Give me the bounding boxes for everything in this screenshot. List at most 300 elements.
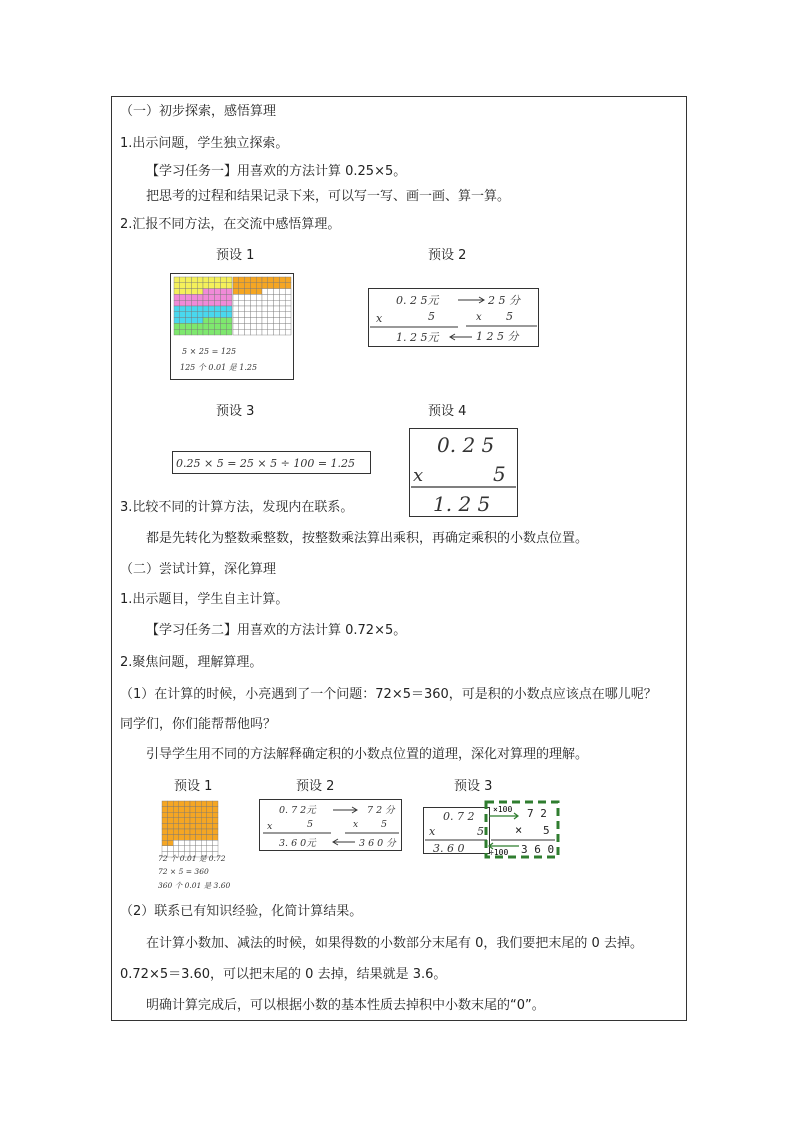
s1-grid-b-cell [233, 329, 239, 335]
s1-grid-b-cell [245, 329, 251, 335]
s1-grid-b-cell [256, 289, 262, 295]
s1-grid-a-cell [220, 294, 226, 300]
s2-grid-cell [179, 840, 185, 846]
s2-grid-cell [179, 818, 185, 824]
s1-grid-b-cell [285, 306, 291, 312]
s1-grid-b-cell [256, 277, 262, 283]
s1-grid-b-cell [233, 277, 239, 283]
s2-grid-cell [207, 840, 213, 846]
s1-grid-b-cell [268, 283, 274, 289]
s1-grid-b-cell [279, 283, 285, 289]
s1-grid-b-cell [233, 312, 239, 318]
s2-grid-cell [184, 840, 190, 846]
s2-grid-cell [162, 812, 168, 818]
s1-grid-b-cell [239, 294, 245, 300]
section2-step1: 1.出示题目，学生自主计算。 [120, 592, 289, 607]
s1-grid-a-cell [203, 283, 209, 289]
s2-grid-cell [173, 846, 179, 852]
s1p4-mult: 5 [493, 462, 506, 486]
s1-grid-b-cell [274, 294, 280, 300]
s1-grid-a-cell [174, 294, 180, 300]
s1-grid-a-cell [215, 318, 221, 324]
s1p1-line2: 125 个 0.01 是 1.25 [180, 363, 258, 372]
s1-grid-b-cell [268, 329, 274, 335]
s1-grid-a-cell [220, 323, 226, 329]
s1p2-left-bottom: 1. 2 5元 [396, 331, 439, 344]
s1-grid-b-cell [250, 318, 256, 324]
question2-line2: 0.72×5＝3.60，可以把末尾的 0 去掉，结果就是 3.6。 [120, 967, 447, 982]
s1-grid-b-cell [245, 277, 251, 283]
s2-preset3-label: 预设 3 [454, 779, 493, 794]
s1-grid-a-cell [174, 300, 180, 306]
s1-grid-a-cell [209, 300, 215, 306]
s1p2-left-top: 0. 2 5元 [396, 294, 439, 307]
s2-grid-cell [168, 846, 174, 852]
s1-grid-a-cell [209, 283, 215, 289]
s2p2-left-bottom: 3. 6 0元 [279, 838, 316, 849]
s1-grid-a-cell [220, 300, 226, 306]
s1-grid-a-cell [174, 283, 180, 289]
s2-preset1-label: 预设 1 [174, 779, 213, 794]
s1-grid-b-cell [279, 318, 285, 324]
s1-grid-b-cell [268, 306, 274, 312]
s2-grid-cell [162, 846, 168, 852]
s1-grid-b-cell [250, 277, 256, 283]
s1-grid-b-cell [268, 312, 274, 318]
s1-grid-b-cell [245, 323, 251, 329]
s2-preset1-figure [156, 799, 246, 895]
s1-grid-a-cell [203, 306, 209, 312]
s1-preset3-figure [172, 451, 371, 475]
s2-grid-cell [184, 807, 190, 813]
s1-grid-a-cell [180, 300, 186, 306]
s2-grid-cell [179, 812, 185, 818]
s1-grid-a-cell [203, 277, 209, 283]
s2-grid-cell [201, 829, 207, 835]
s1-grid-a-cell [226, 329, 232, 335]
s1-grid-b-cell [274, 300, 280, 306]
s1-grid-b-cell [256, 312, 262, 318]
s1-grid-b-cell [262, 312, 268, 318]
s1-grid-a-cell [186, 312, 192, 318]
section2-conclusion: 明确计算完成后，可以根据小数的基本性质去掉积中小数末尾的“0”。 [146, 998, 545, 1013]
s1-grid-a-cell [180, 312, 186, 318]
s2-grid-cell [168, 835, 174, 841]
s2-grid-cell [212, 823, 218, 829]
s1-grid-a-cell [197, 312, 203, 318]
s2p2-right-bottom: 3 6 0 分 [359, 838, 396, 849]
s2-preset2-figure [259, 799, 402, 852]
s1-grid-a-cell [203, 318, 209, 324]
s2-grid-cell [212, 801, 218, 807]
s2p1-line2: 72 × 5 = 360 [158, 867, 209, 876]
s1-grid-a-cell [203, 294, 209, 300]
s1-grid-b-cell [285, 294, 291, 300]
s1-grid-a-cell [191, 283, 197, 289]
s2-grid-cell [212, 818, 218, 824]
s2-grid-cell [184, 823, 190, 829]
s1-grid-b-cell [239, 300, 245, 306]
s1-grid-b-cell [279, 306, 285, 312]
s2-grid-cell [184, 846, 190, 852]
s2-grid-cell [201, 812, 207, 818]
question2-line1: 在计算小数加、减法的时候，如果得数的小数部分末尾有 0，我们要把末尾的 0 去掉。 [146, 936, 643, 951]
s1-grid-b-cell [285, 323, 291, 329]
s1-grid-a-cell [226, 289, 232, 295]
s2p1-line3: 360 个 0.01 是 3.60 [158, 881, 231, 890]
s1-grid-b-cell [262, 300, 268, 306]
s1-grid-b-cell [233, 306, 239, 312]
s2-grid-cell [168, 829, 174, 835]
s2-grid-cell [190, 823, 196, 829]
s2-grid-cell [201, 846, 207, 852]
s2-grid-cell [212, 829, 218, 835]
s2-grid-cell [212, 835, 218, 841]
s2-grid-cell [212, 840, 218, 846]
task1-note: 把思考的过程和结果记录下来，可以写一写、画一画、算一算。 [146, 189, 511, 204]
s2p3-left-bottom: 3. 6 0 [433, 842, 465, 855]
s1-grid-a-cell [180, 277, 186, 283]
section1-step1: 1.出示问题，学生独立探索。 [120, 136, 289, 151]
s1p2-right-top: 2 5 分 [488, 294, 520, 307]
s1-grid-a-cell [226, 283, 232, 289]
s2-grid-cell [179, 801, 185, 807]
s1-grid-b-cell [285, 283, 291, 289]
s1-grid-b-cell [262, 289, 268, 295]
s1-grid-b-cell [262, 329, 268, 335]
s1-grid-a-cell [191, 289, 197, 295]
s1-grid-a-cell [186, 289, 192, 295]
s1-grid-b-cell [262, 306, 268, 312]
s1-grid-b-cell [279, 277, 285, 283]
s2-grid-cell [207, 818, 213, 824]
s2-grid-cell [196, 812, 202, 818]
s2-grid-cell [207, 812, 213, 818]
s1-grid-a-cell [186, 283, 192, 289]
s2-grid-cell [168, 818, 174, 824]
s1-grid-b-cell [268, 277, 274, 283]
s2p2-right-top: 7 2 分 [367, 805, 395, 816]
s1p4-x: x [413, 465, 424, 486]
s2p3-right-x: × [515, 823, 523, 837]
s1-grid-b-cell [256, 294, 262, 300]
s1-grid-a-cell [209, 289, 215, 295]
s2-grid-cell [173, 801, 179, 807]
s2-grid-cell [168, 812, 174, 818]
s2-grid-cell [201, 835, 207, 841]
s1-grid-b-cell [239, 312, 245, 318]
s2p3-right-bottom: 3 6 0 [521, 843, 555, 856]
s1-grid-b-cell [268, 300, 274, 306]
s1-grid-b-cell [233, 323, 239, 329]
s1-grid-b-cell [268, 289, 274, 295]
s2-grid-cell [190, 812, 196, 818]
s2-grid-cell [196, 801, 202, 807]
s1-grid-a-cell [174, 289, 180, 295]
s2p2-left-mult: 5 [307, 819, 314, 830]
section2-step2: 2.聚焦问题，理解算理。 [120, 655, 263, 670]
s2-grid-cell [173, 812, 179, 818]
s2-grid-cell [201, 818, 207, 824]
s2-grid-cell [162, 823, 168, 829]
s2-grid-cell [207, 823, 213, 829]
s1-grid-b-cell [239, 289, 245, 295]
s2p3-div100: ÷100 [489, 848, 509, 857]
question1-line2: 同学们，你们能帮帮他吗？ [120, 717, 277, 732]
s1-grid-a-cell [215, 306, 221, 312]
s1p2-left-mult: 5 [428, 310, 435, 323]
s2-grid-cell [173, 829, 179, 835]
s2-grid-cell [179, 835, 185, 841]
s1-grid-b-cell [239, 318, 245, 324]
s2-grid-cell [184, 818, 190, 824]
s2p3-left-mult: 5 [477, 825, 484, 838]
s2-grid-cell [190, 835, 196, 841]
s1-grid-a-cell [226, 294, 232, 300]
s1-grid-b-cell [262, 277, 268, 283]
s1-grid-b-cell [274, 312, 280, 318]
s2-grid-cell [196, 829, 202, 835]
s1p4-top: 0. 2 5 [437, 433, 495, 457]
section1-step2: 2.汇报不同方法，在交流中感悟算理。 [120, 217, 341, 232]
s1-grid-a-cell [174, 323, 180, 329]
s1-grid-b-cell [250, 312, 256, 318]
s1-grid-a-cell [180, 283, 186, 289]
s2-grid-cell [207, 835, 213, 841]
s2-grid-cell [184, 835, 190, 841]
section2-guide: 引导学生用不同的方法解释确定积的小数点位置的道理，深化对算理的理解。 [146, 747, 589, 762]
s1-grid-a-cell [209, 312, 215, 318]
s1-grid-b-cell [274, 277, 280, 283]
s1-grid-b-cell [279, 312, 285, 318]
s1-grid-a-cell [215, 289, 221, 295]
s1-grid-a-cell [215, 277, 221, 283]
s1-grid-b-cell [279, 329, 285, 335]
s1-grid-b-cell [256, 306, 262, 312]
s1-grid-b-cell [256, 329, 262, 335]
s1p3-expression: 0.25 × 5 = 25 × 5 ÷ 100 = 1.25 [176, 457, 356, 470]
s1-grid-a-cell [191, 300, 197, 306]
s1-preset1-figure [170, 273, 294, 380]
section1-heading: （一）初步探索，感悟算理 [120, 104, 277, 119]
s1-grid-a-cell [197, 283, 203, 289]
s1-grid-b-cell [250, 294, 256, 300]
s1-grid-a-cell [180, 318, 186, 324]
s2-grid-cell [212, 807, 218, 813]
s2-grid-cell [173, 823, 179, 829]
s1-grid-a-cell [226, 318, 232, 324]
s1p1-line1: 5 × 25 = 125 [182, 347, 237, 356]
s2-grid-cell [190, 807, 196, 813]
s2-grid-cell [212, 812, 218, 818]
s1-grid-a-cell [215, 312, 221, 318]
s2-grid-cell [196, 840, 202, 846]
s1-grid-b-cell [239, 329, 245, 335]
s2-grid-cell [168, 807, 174, 813]
s1-grid-a-cell [220, 312, 226, 318]
s1-grid-a-cell [226, 306, 232, 312]
s1-grid-a-cell [226, 323, 232, 329]
question2: （2）联系已有知识经验，化简计算结果。 [120, 904, 363, 919]
s1-grid-a-cell [220, 306, 226, 312]
s2-grid-cell [179, 807, 185, 813]
s1-grid-b-cell [239, 283, 245, 289]
s1-grid-a-cell [180, 306, 186, 312]
s1-grid-a-cell [226, 277, 232, 283]
s1-grid-a-cell [220, 318, 226, 324]
s1-grid-a-cell [220, 289, 226, 295]
s2-grid-cell [196, 807, 202, 813]
s1-grid-b-cell [285, 277, 291, 283]
s1-grid-a-cell [203, 312, 209, 318]
s1-grid-a-cell [191, 318, 197, 324]
s2-grid-cell [173, 807, 179, 813]
s2p3-times100: ×100 [493, 805, 513, 814]
s2-grid-cell [190, 818, 196, 824]
s1-grid-a-cell [215, 300, 221, 306]
s1-grid-b-cell [268, 294, 274, 300]
s1-grid-b-cell [262, 318, 268, 324]
s1-grid-a-cell [197, 289, 203, 295]
s1-grid-b-cell [245, 300, 251, 306]
s1-grid-b-cell [250, 300, 256, 306]
s2p2-left-top: 0. 7 2元 [279, 805, 316, 816]
s1-grid-a-cell [197, 306, 203, 312]
s1-preset2-figure [368, 288, 539, 348]
s1-grid-b-cell [245, 306, 251, 312]
s1-grid-b-cell [256, 323, 262, 329]
s1-grid-b-cell [245, 312, 251, 318]
s1-grid-a-cell [186, 329, 192, 335]
s2-grid-cell [190, 829, 196, 835]
s2p3-left-top: 0. 7 2 [443, 810, 475, 823]
s1-grid-b-cell [233, 318, 239, 324]
s2-grid-cell [184, 829, 190, 835]
s2-grid-cell [207, 807, 213, 813]
s2-grid-cell [201, 801, 207, 807]
s1-grid-a-cell [191, 277, 197, 283]
s2-grid-cell [162, 840, 168, 846]
s2p1-line1: 72 个 0.01 是 0.72 [158, 854, 226, 863]
s2-grid-cell [162, 818, 168, 824]
s1-grid-a-cell [197, 323, 203, 329]
s1-grid-a-cell [186, 323, 192, 329]
s1-grid-a-cell [203, 329, 209, 335]
learning-task-2: 【学习任务二】用喜欢的方法计算 0.72×5。 [146, 623, 407, 638]
s1-grid-b-cell [274, 318, 280, 324]
s1-grid-b-cell [245, 318, 251, 324]
s1-grid-a-cell [203, 300, 209, 306]
s1-grid-b-cell [250, 289, 256, 295]
s2-grid-cell [162, 829, 168, 835]
s2-grid-cell [196, 846, 202, 852]
s1-preset4-figure [409, 428, 518, 517]
s1-grid-b-cell [285, 300, 291, 306]
s1-grid-b-cell [245, 289, 251, 295]
s1-grid-a-cell [209, 306, 215, 312]
s1-grid-a-cell [174, 318, 180, 324]
s1-grid-b-cell [274, 289, 280, 295]
s2-grid-cell [196, 835, 202, 841]
s1-preset2-label: 预设 2 [428, 248, 467, 263]
s1-grid-a-cell [209, 318, 215, 324]
s1-grid-a-cell [186, 306, 192, 312]
s1p4-bottom: 1. 2 5 [433, 492, 491, 516]
s1p2-right-mult: 5 [506, 310, 513, 323]
s2-grid-cell [173, 818, 179, 824]
s1-preset1-label: 预设 1 [216, 248, 255, 263]
s1-grid-b-cell [285, 318, 291, 324]
s1-grid-a-cell [180, 294, 186, 300]
s1-grid-a-cell [215, 329, 221, 335]
s1p2-left-x: x [376, 312, 383, 325]
s1-grid-b-cell [233, 294, 239, 300]
s2-grid-cell [190, 846, 196, 852]
s1-grid-b-cell [279, 300, 285, 306]
s1-grid-a-cell [215, 294, 221, 300]
s2-grid-cell [162, 807, 168, 813]
s1-grid-a-cell [197, 329, 203, 335]
s1-grid-a-cell [191, 312, 197, 318]
s1-grid-a-cell [209, 294, 215, 300]
s2-grid-cell [162, 835, 168, 841]
s1-grid-b-cell [239, 306, 245, 312]
s1-grid-a-cell [186, 300, 192, 306]
s2-grid-cell [201, 840, 207, 846]
s1-grid-a-cell [209, 323, 215, 329]
s1-grid-b-cell [262, 283, 268, 289]
s1-grid-a-cell [186, 294, 192, 300]
s1-grid-a-cell [180, 323, 186, 329]
s1-grid-a-cell [174, 306, 180, 312]
s1-grid-a-cell [203, 323, 209, 329]
s1-grid-b-cell [279, 323, 285, 329]
s1-grid-b-cell [239, 277, 245, 283]
s2-grid-cell [212, 846, 218, 852]
s1-grid-a-cell [191, 294, 197, 300]
s1-grid-a-cell [209, 329, 215, 335]
s1-grid-b-cell [239, 323, 245, 329]
s2-grid-cell [173, 835, 179, 841]
s2-preset3-figure [423, 800, 560, 860]
section1-summary: 都是先转化为整数乘整数，按整数乘法算出乘积，再确定乘积的小数点位置。 [146, 531, 589, 546]
s1-grid-b-cell [250, 306, 256, 312]
s1-grid-a-cell [191, 329, 197, 335]
s2-grid-cell [179, 846, 185, 852]
s1-grid-a-cell [215, 323, 221, 329]
s2-grid-cell [207, 829, 213, 835]
s1-grid-a-cell [186, 318, 192, 324]
s2-grid-cell [190, 801, 196, 807]
s2p3-right-mult: 5 [543, 824, 550, 837]
s1-grid-b-cell [279, 289, 285, 295]
s2-grid-cell [168, 801, 174, 807]
s1-grid-b-cell [262, 323, 268, 329]
s2p2-left-x: x [267, 821, 273, 832]
s1-grid-a-cell [174, 277, 180, 283]
s2p2-right-mult: 5 [381, 819, 388, 830]
s1-grid-b-cell [250, 283, 256, 289]
s1-grid-b-cell [274, 306, 280, 312]
s2-grid-cell [196, 823, 202, 829]
section2-heading: （二）尝试计算，深化算理 [120, 562, 277, 577]
s1p2-right-x: x [476, 312, 482, 323]
s1-grid-a-cell [220, 283, 226, 289]
s2-grid-cell [173, 840, 179, 846]
s1-grid-a-cell [220, 277, 226, 283]
section1-step3: 3.比较不同的计算方法，发现内在联系。 [120, 500, 354, 515]
s2p3-left-x: x [429, 825, 436, 838]
